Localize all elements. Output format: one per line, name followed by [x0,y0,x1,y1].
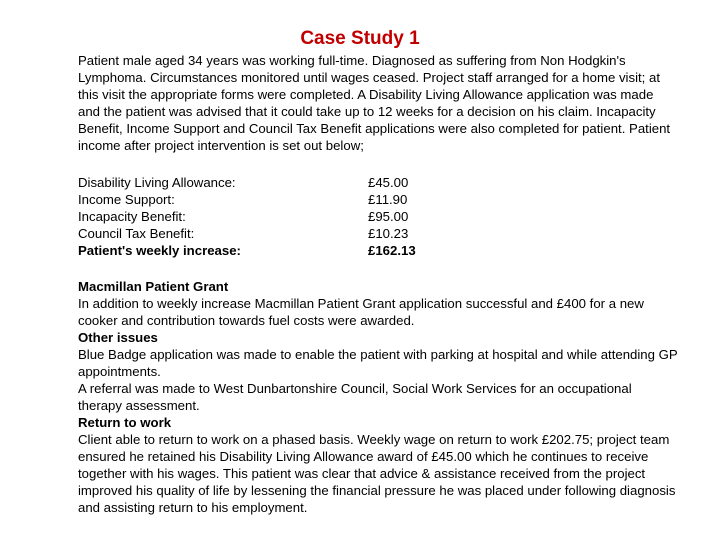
income-label: Council Tax Benefit: [78,226,195,241]
income-value: £45.00 [368,175,409,190]
income-label: Disability Living Allowance: [78,175,236,190]
income-value: £95.00 [368,209,409,224]
return-to-work-heading: Return to work [78,415,172,430]
income-row [78,208,678,225]
income-total-row [78,242,678,259]
income-row [78,225,678,242]
macmillan-text: In addition to weekly increase Macmillan Patient Grant application successful and £400 for a new cooker and contribution towards fuel costs were awarded. [78,296,644,328]
income-value: £11.90 [368,192,408,207]
income-label: Incapacity Benefit: [78,209,186,224]
income-value: £10.23 [368,226,409,241]
other-issues-text-2: A referral was made to West Dunbartonshire Council, Social Work Services for an occupational therapy assessment. [78,381,632,413]
intro-paragraph: Patient male aged 34 years was working full-time. Diagnosed as suffering from Non Hodgkin's Lymphoma. Circumstances monitored until wages ceased. Project staff arranged for a home visit; at this visit the appropriate forms were completed. A Disability Living Allowance application was made and the patient was advised that it could take up to 12 weeks for a decision on his claim. Incapacity Benefit, Income Support and Council Tax Benefit applications were also completed for patient. Patient income after project intervention is set out below; [78,53,671,153]
income-table [78,174,678,259]
return-to-work-text: Client able to return to work on a phased basis. Weekly wage on return to work £202.75; project team ensured he retained his Disability Living Allowance award of £45.00 which he continues to receive together with his wages. This patient was clear that advice & assistance received from the project improved his quality of life by lessening the financial pressure he was placed under following diagnosis and assisting return to his employment. [78,432,676,515]
page-title: Case Study 1 [300,28,420,49]
other-issues-text-1: Blue Badge application was made to enable the patient with parking at hospital and while attending GP appointments. [78,347,678,379]
details-section [78,278,678,516]
income-label: Income Support: [78,192,175,207]
other-issues-heading: Other issues [78,330,158,345]
income-total-label: Patient's weekly increase: [78,243,241,258]
macmillan-heading: Macmillan Patient Grant [78,279,229,294]
income-total-value: £162.13 [368,243,416,258]
income-row [78,174,678,191]
income-row [78,191,678,208]
